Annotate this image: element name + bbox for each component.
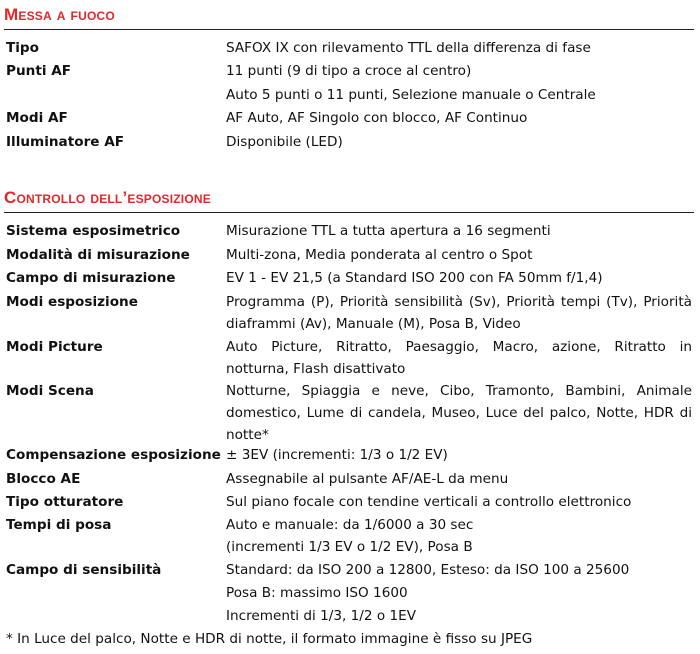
spec-value: Programma (P), Priorità sensibilità (Sv), Priorità tempi (Tv), Priorità diaframmi (Av), Manuale (M), Posa B, Video xyxy=(226,294,692,332)
spec-value: Auto 5 punti o 11 punti, Selezione manuale o Centrale xyxy=(226,87,596,103)
spec-value: Standard: da ISO 200 a 12800, Esteso: da ISO 100 a 25600 xyxy=(226,562,630,578)
spec-value: Posa B: massimo ISO 1600 xyxy=(226,585,408,601)
spec-value: AF Auto, AF Singolo con blocco, AF Continuo xyxy=(226,110,528,126)
section-title-focus: Messa a fuoco xyxy=(4,5,115,24)
section-divider xyxy=(4,29,694,30)
spec-value: Sul piano focale con tendine verticali a controllo elettronico xyxy=(226,494,632,510)
spec-label: Modalità di misurazione xyxy=(6,247,190,263)
spec-value: EV 1 - EV 21,5 (a Standard ISO 200 con FA 50mm f/1,4) xyxy=(226,270,603,286)
spec-label: Sistema esposimetrico xyxy=(6,223,181,239)
spec-value: Misurazione TTL a tutta apertura a 16 segmenti xyxy=(226,223,551,239)
spec-label: Tipo xyxy=(6,40,40,56)
spec-value: Auto e manuale: da 1/6000 a 30 sec xyxy=(226,517,474,533)
section-divider xyxy=(4,212,694,213)
spec-label: Campo di sensibilità xyxy=(6,562,162,578)
spec-label: Modi Picture xyxy=(6,339,103,355)
spec-label: Modi Scena xyxy=(6,383,94,399)
footnote: * In Luce del palco, Notte e HDR di notte, il formato immagine è fisso su JPEG xyxy=(6,631,533,647)
spec-label: Tipo otturatore xyxy=(6,494,124,510)
spec-label: Modi esposizione xyxy=(6,294,138,310)
section-title-exposure: Controllo dell’esposizione xyxy=(4,188,211,207)
spec-label: Campo di misurazione xyxy=(6,270,176,286)
spec-value: SAFOX IX con rilevamento TTL della differenza di fase xyxy=(226,40,591,56)
spec-value: Notturne, Spiaggia e neve, Cibo, Tramonto, Bambini, Animale domestico, Lume di candela, Museo, Luce del palco, Notte, HDR di notte* xyxy=(226,383,692,443)
spec-value: Multi-zona, Media ponderata al centro o Spot xyxy=(226,247,533,263)
spec-value: Disponibile (LED) xyxy=(226,134,343,150)
spec-label: Compensazione esposizione xyxy=(6,447,221,463)
spec-label: Tempi di posa xyxy=(6,517,112,533)
spec-value: Incrementi di 1/3, 1/2 o 1EV xyxy=(226,608,417,624)
spec-value: Assegnabile al pulsante AF/AE-L da menu xyxy=(226,471,509,487)
spec-label: Modi AF xyxy=(6,110,68,126)
spec-value: Auto Picture, Ritratto, Paesaggio, Macro, azione, Ritratto in notturna, Flash disattivato xyxy=(226,339,692,377)
spec-label: Blocco AE xyxy=(6,471,81,487)
spec-value: 11 punti (9 di tipo a croce al centro) xyxy=(226,63,472,79)
spec-label: Illuminatore AF xyxy=(6,134,125,150)
spec-value: ± 3EV (incrementi: 1/3 o 1/2 EV) xyxy=(226,447,448,463)
spec-value: (incrementi 1/3 EV o 1/2 EV), Posa B xyxy=(226,539,473,555)
spec-label: Punti AF xyxy=(6,63,72,79)
